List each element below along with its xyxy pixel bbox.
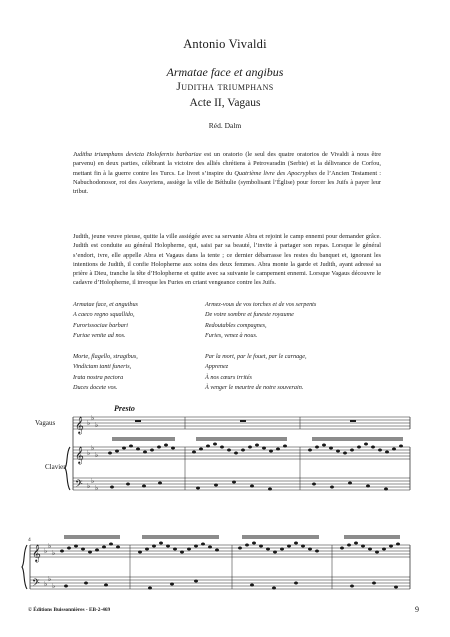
keyboard-bass-staff (73, 478, 410, 490)
clefs (32, 416, 84, 591)
svg-text:♭: ♭ (52, 582, 56, 590)
key-signatures (44, 414, 98, 590)
svg-text:♭: ♭ (91, 444, 95, 452)
svg-text:♭: ♭ (44, 547, 48, 555)
lyric-line: Armatae face, et anguibus (73, 301, 138, 308)
voice-part-label: Vagaus (35, 419, 56, 427)
publisher-footer: © Éditions Buissonnières - EB-2-469 (28, 607, 111, 613)
intro-text-p2: Judith, jeune veuve pieuse, quitte la ville assiégée avec sa servante Abra et rejoint le camp ennemi pour demander grâce. Judith est conduite au général Holopherne, qui, saisi par sa beauté, l’invite à partager son repas. Lorsque le général s’endort, ivre, elle appelle Abra et Vagaus dans la tente ; ce dernier débarrasse les restes du banquet et, ignorant les intentions de Judith, il confie Holopherne aux soins des deux femmes. Abra monte la garde et Judith, ayant adressé sa prière à Dieu, tranche la tête d’Holopherne et quitte avec sa suivante le campement ennemi. Lorsque Vagaus découvre le cadavre d’Holopherne, il invoque les Furies en criant vengeance contre les Juifs. (73, 233, 381, 287)
svg-text:♭: ♭ (52, 549, 56, 557)
svg-text:♭: ♭ (95, 451, 99, 459)
svg-text:♭: ♭ (48, 542, 52, 550)
notes-system-1-treble (108, 438, 403, 454)
bass-clef-icon: 𝄢 (32, 577, 40, 591)
intro-text-a: est un oratorio (le seul des quatre oratorios de Vivaldi à nous être parvenu) en deux parties, célébrant la victoire des alliés chrétiens à Petrovaradin (Serbie) et la délivrance de Corfou, mettant fin à la guerre contre les Turcs. Le livret s’inspire du (73, 151, 381, 177)
work-title: Armatae face et angibus (166, 65, 284, 79)
svg-text:♭: ♭ (95, 484, 99, 492)
page-number: 9 (415, 605, 419, 614)
lyric-line: Par la mort, par le fouet, par le carnage, (205, 353, 307, 360)
lyric-line: Furies, venez à nous. (205, 332, 258, 340)
tempo-marking: Presto (114, 404, 135, 413)
system-2-treble-staff (30, 545, 410, 557)
lyric-line: De votre sombre et funeste royaume (205, 311, 294, 319)
lyric-line: Furorissociae barbari (73, 321, 128, 329)
staff-lines (30, 417, 410, 589)
svg-text:♭: ♭ (87, 482, 91, 490)
keyboard-part-label: Clavier (45, 463, 66, 471)
lyric-line: Apprenez (205, 363, 229, 371)
lyric-line: Furiae venite ad nos. (73, 332, 126, 340)
notes-system-2 (60, 536, 400, 589)
intro-text-b: de l’Ancien Testament : Nabuchodonosor, roi des Assyriens, assiège la ville de Béthulie (symbolisant l’Église) pour forcer les Juifs à payer leur tribut. (73, 169, 382, 195)
oratorio-title: Juditha triumphans devicta Holofernis barbariae (73, 151, 202, 158)
lyric-line: Morte, flagello, stragibus, (73, 353, 138, 360)
treble-clef-icon: 𝄞 (75, 446, 84, 464)
svg-text:♭: ♭ (95, 421, 99, 429)
reduction-credit: Réd. Dalm (208, 121, 242, 130)
treble-clef-icon: 𝄞 (32, 544, 41, 562)
lyric-line: Armez-vous de vos torches et de vos serpents (205, 301, 317, 308)
voice-staff (73, 417, 410, 429)
lyric-line: À venger le meurtre de notre souverain. (205, 384, 304, 392)
svg-text:♭: ♭ (48, 575, 52, 583)
measure-number: 4 (28, 537, 31, 543)
lyric-line: A caeco regno squallido, (73, 311, 135, 319)
voice-rests (135, 420, 356, 422)
svg-text:♭: ♭ (87, 419, 91, 427)
svg-text:♭: ♭ (87, 449, 91, 457)
lyric-line: Duces docete vos. (73, 384, 118, 392)
composer-name: Antonio Vivaldi (183, 37, 267, 51)
lyric-line: Redoutables compagnes, (205, 321, 267, 329)
svg-text:♭: ♭ (91, 414, 95, 422)
book-title: Quatrième livre des Apocryphes (234, 169, 318, 177)
notes-system-1-bass (110, 481, 388, 491)
lyric-line: Vindictam tanti funeris, (73, 363, 132, 371)
act-and-role: Acte II, Vagaus (189, 97, 261, 109)
lyric-line: À nos cœurs irrités (205, 373, 252, 381)
lyric-line: Irata nostra pectora (73, 373, 124, 381)
svg-text:♭: ♭ (44, 580, 48, 588)
work-subtitle: Juditha triumphans (176, 81, 274, 93)
bass-clef-icon: 𝄢 (75, 478, 83, 492)
treble-clef-icon: 𝄞 (75, 416, 84, 434)
svg-text:♭: ♭ (91, 477, 95, 485)
